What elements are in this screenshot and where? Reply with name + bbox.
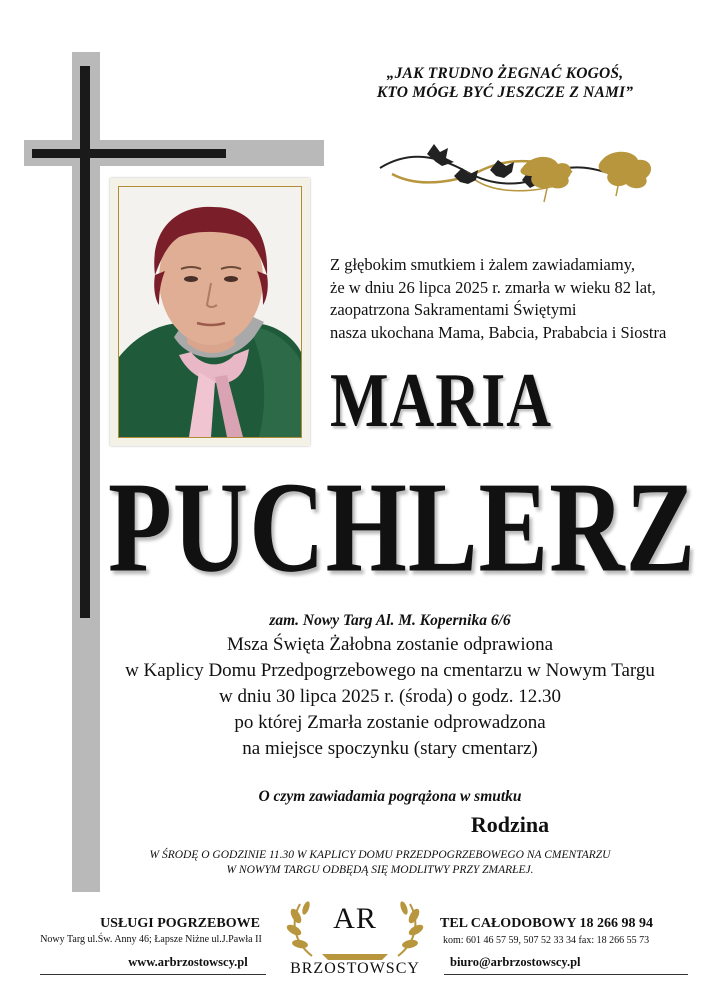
family-signature: Rodzina	[470, 812, 550, 837]
mobile-fax-numbers: kom: 601 46 57 59, 507 52 33 34 fax: 18 266 55 73	[443, 935, 650, 946]
intro-line-3: zaopatrzona Sakramentami Świętymi	[330, 300, 577, 319]
email-link[interactable]: biuro@arbrzostowscy.pl	[450, 955, 581, 969]
quote-line-1: „JAK TRUDNO ŻEGNAĆ KOGOŚ,	[386, 65, 624, 82]
footer-divider-left	[40, 974, 266, 975]
notice-line: O czym zawiadamia pogrążona w smutku	[258, 788, 522, 805]
residence-address: zam. Nowy Targ Al. M. Kopernika 6/6	[269, 612, 511, 629]
phone-24h: TEL CAŁODOBOWY 18 266 98 94	[440, 916, 654, 931]
leaf-ornament-icon	[372, 140, 662, 210]
deceased-first-name: MARIA	[330, 358, 552, 444]
prayer-notice	[100, 848, 660, 878]
portrait-frame	[110, 178, 310, 446]
ceremony-line-4: po której Zmarła zostanie odprowadzona	[234, 712, 546, 733]
logo-monogram: AR	[333, 902, 377, 935]
funeral-services-title: USŁUGI POGRZEBOWE	[100, 916, 260, 931]
ceremony-line-2: w Kaplicy Domu Przedpogrzebowego na cmentarzu w Nowym Targu	[125, 660, 655, 681]
deceased-surname: PUCHLERZ	[108, 454, 697, 599]
funeral-services-address: Nowy Targ ul.Św. Anny 46; Łapsze Niżne ul.J.Pawła II	[40, 934, 262, 945]
quote	[330, 64, 680, 102]
company-logo	[282, 894, 428, 964]
logo-company-name: BRZOSTOWSCY	[290, 960, 420, 977]
intro-line-4: nasza ukochana Mama, Babcia, Prababcia i Siostra	[330, 322, 667, 342]
footer-divider-right	[444, 974, 688, 975]
prayer-line-1: W ŚRODĘ O GODZINIE 11.30 W KAPLICY DOMU PRZEDPOGRZEBOWEGO NA CMENTARZU	[149, 849, 611, 861]
announcement-intro	[330, 254, 690, 344]
intro-line-2: że w dniu 26 lipca 2025 r. zmarła w wieku 82 lat,	[330, 277, 656, 297]
website-link[interactable]: www.arbrzostowscy.pl	[128, 955, 248, 969]
ceremony-line-1: Msza Święta Żałobna zostanie odprawiona	[226, 634, 554, 655]
cross-horizontal-bar	[32, 149, 226, 158]
ceremony-line-5: na miejsce spoczynku (stary cmentarz)	[242, 738, 538, 759]
intro-line-1: Z głębokim smutkiem i żalem zawiadamiamy,	[330, 255, 636, 274]
ceremony-line-3: w dniu 30 lipca 2025 r. (środa) o godz. 12.30	[219, 686, 561, 707]
ceremony-details	[100, 632, 680, 762]
prayer-line-2: W NOWYM TARGU ODBĘDĄ SIĘ MODLITWY PRZY ZMARŁEJ.	[226, 864, 534, 876]
portrait-photo	[118, 186, 302, 438]
portrait-image	[119, 187, 301, 437]
quote-line-2: KTO MÓGŁ BYĆ JESZCZE Z NAMI”	[376, 84, 634, 101]
